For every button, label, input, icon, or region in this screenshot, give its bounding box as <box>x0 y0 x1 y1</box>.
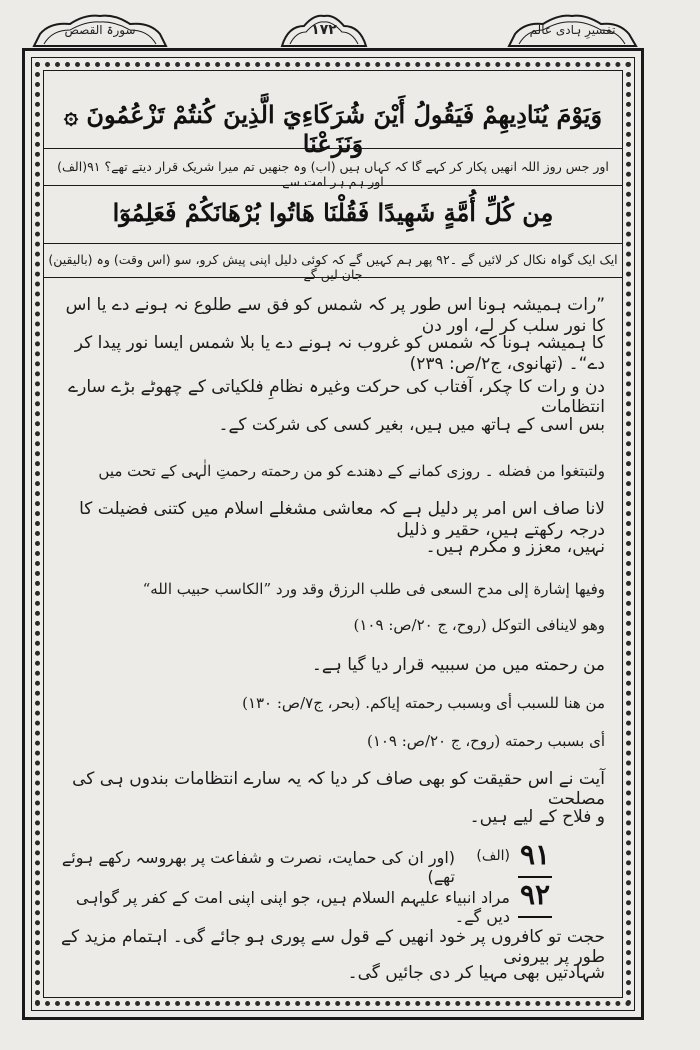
commentary-line: نہیں، معزز و مکرم ہیں۔ <box>425 537 605 557</box>
commentary-line: بس اسی کے ہاتھ میں ہیں، بغیر کسی کی شرکت کے۔ <box>218 415 605 435</box>
page-number: ۱۷۲ <box>311 22 337 38</box>
commentary-line: و فلاح کے لیے ہیں۔ <box>469 807 605 827</box>
closing-line: حجت تو کافروں پر خود انھیں کے قول سے پوری ہو جائے گی۔ اہتمام مزید کے طور پر بیرونی <box>61 927 605 967</box>
closing-line: شہادتیں بھی مہیا کر دی جائیں گی۔ <box>347 963 605 983</box>
verse-arabic-2: مِن كُلِّ أُمَّةٍ شَهِيدًا فَقُلْنَا هَاتُوا بُرْهَانَكُمْ فَعَلِمُوٓا <box>112 198 554 227</box>
divider <box>43 277 623 278</box>
footnote-text: (اور ان کی حمایت، نصرت و شفاعت پر بھروسہ رکھے ہوئے تھے) <box>61 848 455 886</box>
verse-translation-2: ایک ایک گواہ نکال کر لائیں گے ۔۹۲ پھر ہم کہیں گے کہ کوئی دلیل اپنی پیش کرو، سو (اس وقت) وہ (بالیقین) جان لیں گے <box>48 252 618 282</box>
footnote-rule <box>518 916 552 918</box>
commentary-line: أى بسبب رحمته (روح، ج ۲۰/ص: ۱۰۹) <box>366 732 605 750</box>
book-title: تفسیرِ ہادی عالم <box>529 23 616 37</box>
commentary-line: وهو لاينافى التوكل (روح، ج ۲۰/ص: ۱۰۹) <box>353 616 605 634</box>
commentary-line: من هنا للسبب أى وبسبب رحمته إياكم. (بحر، ج۷/ص: ۱۳۰) <box>242 694 605 712</box>
commentary-line: ”رات ہمیشہ ہونا اس طور پر کہ شمس کو فق سے طلوع نہ ہونے دے یا اس کا نور سلب کر لے، اور دن <box>65 295 605 336</box>
commentary-line: آیت نے اس حقیقت کو بھی صاف کر دیا کہ یہ سارے انتظامات بندوں ہی کی مصلحت <box>72 769 605 809</box>
footnote-number: ۹۱ <box>520 838 551 871</box>
commentary-line: لانا صاف اس امر پر دلیل ہے کہ معاشی مشغلے اسلام میں کتنی فضیلت کا درجہ رکھتے ہیں، حقیر و ذلیل <box>79 499 605 540</box>
footnote-number: ۹۲ <box>520 878 551 911</box>
book-title-cartouche <box>505 12 640 48</box>
surah-name: سورۃ القصص <box>64 23 136 37</box>
commentary-line: وفيها إشارة إلى مدح السعى فى طلب الرزق وقد ورد ”الكاسب حبيب الله“ <box>142 580 605 598</box>
footnote-text: مراد انبیاء علیہم السلام ہیں، جو اپنی اپنی امت کے کفر پر گواہی دیں گے۔ <box>75 888 510 926</box>
commentary-line: کا ہمیشہ ہونا کہ شمس کو غروب نہ ہونے دے یا بلا شمس ایسا نور پیدا کر دے“۔ (تھانوی، ج۲/ص: ۲۳۹) <box>74 333 605 374</box>
footnote-label: (الف) <box>476 848 510 864</box>
commentary-line: دن و رات کا چکر، آفتاب کی حرکت وغیرہ نظامِ فلکیاتی کے چھوٹے بڑے سارے انتظامات <box>68 377 605 417</box>
commentary-line: ولتبتغوا من فضله ۔ روزی کمانے کے دھندے کو من رحمته رحمتِ الٰہی کے تحت میں <box>98 462 605 480</box>
commentary-line: من رحمته میں من سببیہ قرار دیا گیا ہے۔ <box>311 655 605 675</box>
divider <box>43 185 623 186</box>
divider <box>43 148 623 149</box>
surah-name-cartouche <box>30 12 170 48</box>
divider <box>43 243 623 244</box>
page-number-cartouche <box>278 12 370 48</box>
verse-arabic-1: وَيَوْمَ يُنَادِيهِمْ فَيَقُولُ أَيْنَ شُرَكَاءِيَ الَّذِينَ كُنتُمْ تَزْعُمُونَ ۞ وَنَزَعْنَا <box>63 100 603 158</box>
verse-translation-1: اور جس روز اللہ انھیں پکار کر کہے گا کہ کہاں ہیں (اب) وہ جنھیں تم میرا شریک قرار دیتے تھے؟ ۹۱(الف) اور ہم ہر امت سے <box>57 159 609 189</box>
